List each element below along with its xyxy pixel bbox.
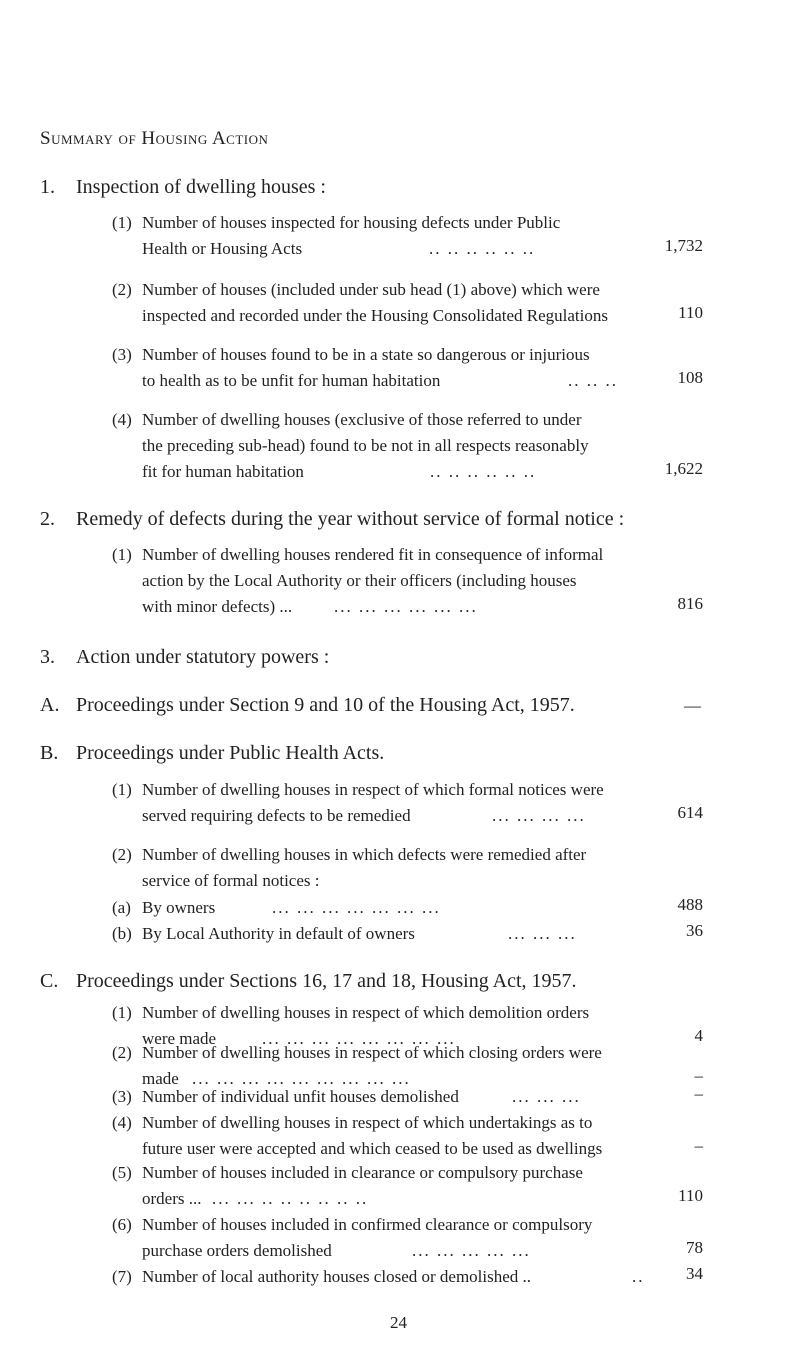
item-number: (2)	[112, 845, 132, 864]
item-text: Number of houses included in confirmed clearance or compulsory	[142, 1215, 593, 1234]
item-text: to health as to be unfit for human habitation	[142, 371, 441, 390]
item-text: made	[142, 1069, 179, 1088]
leader-dots: .. .. .. .. .. ..	[430, 462, 537, 481]
leader-dots: ... ... ... ...	[492, 806, 586, 825]
item-number: (3)	[112, 345, 132, 364]
leader-dots: ... ... ... ... ... ...	[334, 597, 478, 616]
item-text: served requiring defects to be remedied	[142, 806, 411, 825]
item-value: 4	[694, 1026, 703, 1045]
item-value: –	[694, 1136, 703, 1155]
item-value: —	[684, 696, 701, 715]
item-text: Number of houses inspected for housing defects under Public	[142, 213, 561, 232]
item-value: –	[694, 1066, 703, 1085]
item-value: 614	[677, 803, 703, 822]
section-number: 3.	[40, 646, 55, 668]
page-number: 24	[390, 1313, 407, 1332]
item-value: –	[694, 1084, 703, 1103]
item-number: (4)	[112, 1113, 132, 1132]
section-heading: Action under statutory powers :	[76, 646, 330, 668]
item-value: 34	[686, 1264, 703, 1283]
item-value: 108	[677, 368, 703, 387]
item-text: Number of dwelling houses in respect of which undertakings as to	[142, 1113, 593, 1132]
item-value: 110	[678, 303, 703, 322]
item-text: By Local Authority in default of owners	[142, 924, 415, 943]
section-heading: Proceedings under Public Health Acts.	[76, 742, 385, 764]
item-value: 1,732	[664, 236, 703, 255]
leader-dots: ... ... ... ... ... ... ...	[272, 898, 441, 917]
item-text: inspected and recorded under the Housing Consolidated Regulations	[142, 306, 608, 325]
section-number: B.	[40, 742, 59, 764]
item-number: (2)	[112, 1043, 132, 1062]
leader-dots: ... ... ... ... ...	[412, 1241, 531, 1260]
item-text: fit for human habitation	[142, 462, 304, 481]
item-text: Number of dwelling houses rendered fit in consequence of informal	[142, 545, 604, 564]
section-number: A.	[40, 694, 60, 716]
item-text: orders ...	[142, 1189, 202, 1208]
item-text: Number of houses included in clearance or compulsory purchase	[142, 1163, 583, 1182]
item-text: service of formal notices :	[142, 871, 320, 890]
item-text: Number of dwelling houses in respect of which formal notices were	[142, 780, 604, 799]
leader-dots: ... ... ...	[508, 924, 577, 943]
item-text: future user were accepted and which ceased to be used as dwellings	[142, 1139, 603, 1158]
item-text: the preceding sub-head) found to be not in all respects reasonably	[142, 436, 589, 455]
item-text: Number of dwelling houses (exclusive of those referred to under	[142, 410, 582, 429]
item-number: (1)	[112, 213, 132, 232]
item-text: Health or Housing Acts	[142, 239, 303, 258]
section-number: 2.	[40, 508, 55, 530]
item-value: 110	[678, 1186, 703, 1205]
leader-dots: ..	[632, 1267, 645, 1286]
item-number: (1)	[112, 780, 132, 799]
item-number: (7)	[112, 1267, 132, 1286]
section-heading: Inspection of dwelling houses :	[76, 176, 326, 198]
item-text: action by the Local Authority or their officers (including houses	[142, 571, 577, 590]
item-value: 488	[677, 895, 703, 914]
item-text: with minor defects) ...	[142, 597, 293, 616]
section-heading: Proceedings under Section 9 and 10 of the Housing Act, 1957.	[76, 694, 575, 716]
item-text: Number of individual unfit houses demolished	[142, 1087, 459, 1106]
leader-dots: ... ... ...	[512, 1087, 581, 1106]
item-number: (6)	[112, 1215, 132, 1234]
item-text: Number of local authority houses closed or demolished ..	[142, 1267, 532, 1286]
item-text: Number of dwelling houses in which defects were remedied after	[142, 845, 587, 864]
item-number: (2)	[112, 280, 132, 299]
item-number: (b)	[112, 924, 132, 943]
item-number: (1)	[112, 545, 132, 564]
item-text: Number of houses (included under sub head (1) above) which were	[142, 280, 600, 299]
leader-dots: ... ... ... ... ... ... ... ...	[262, 1029, 456, 1048]
section-number: C.	[40, 970, 59, 992]
leader-dots: .. .. .. .. .. ..	[429, 239, 536, 258]
item-number: (4)	[112, 410, 132, 429]
item-number: (5)	[112, 1163, 132, 1182]
section-heading: Remedy of defects during the year without service of formal notice :	[76, 508, 625, 530]
item-text: Number of dwelling houses in respect of which closing orders were	[142, 1043, 602, 1062]
leader-dots: ... ... ... ... ... ... ... ... ...	[192, 1069, 411, 1088]
item-number: (a)	[112, 898, 131, 917]
item-number: (3)	[112, 1087, 132, 1106]
item-text: By owners	[142, 898, 216, 917]
item-text: Number of dwelling houses in respect of which demolition orders	[142, 1003, 590, 1022]
item-value: 36	[686, 921, 703, 940]
item-number: (1)	[112, 1003, 132, 1022]
item-value: 816	[677, 594, 703, 613]
section-number: 1.	[40, 176, 55, 198]
section-heading: Proceedings under Sections 16, 17 and 18, Housing Act, 1957.	[76, 970, 577, 992]
leader-dots: ... ... .. .. .. .. .. ..	[212, 1189, 369, 1208]
item-text: were made	[142, 1029, 217, 1048]
item-value: 1,622	[664, 459, 703, 478]
item-text: purchase orders demolished	[142, 1241, 332, 1260]
item-value: 78	[686, 1238, 703, 1257]
page-title: Summary of Housing Action	[40, 128, 269, 149]
leader-dots: .. .. ..	[568, 371, 618, 390]
item-text: Number of houses found to be in a state so dangerous or injurious	[142, 345, 590, 364]
